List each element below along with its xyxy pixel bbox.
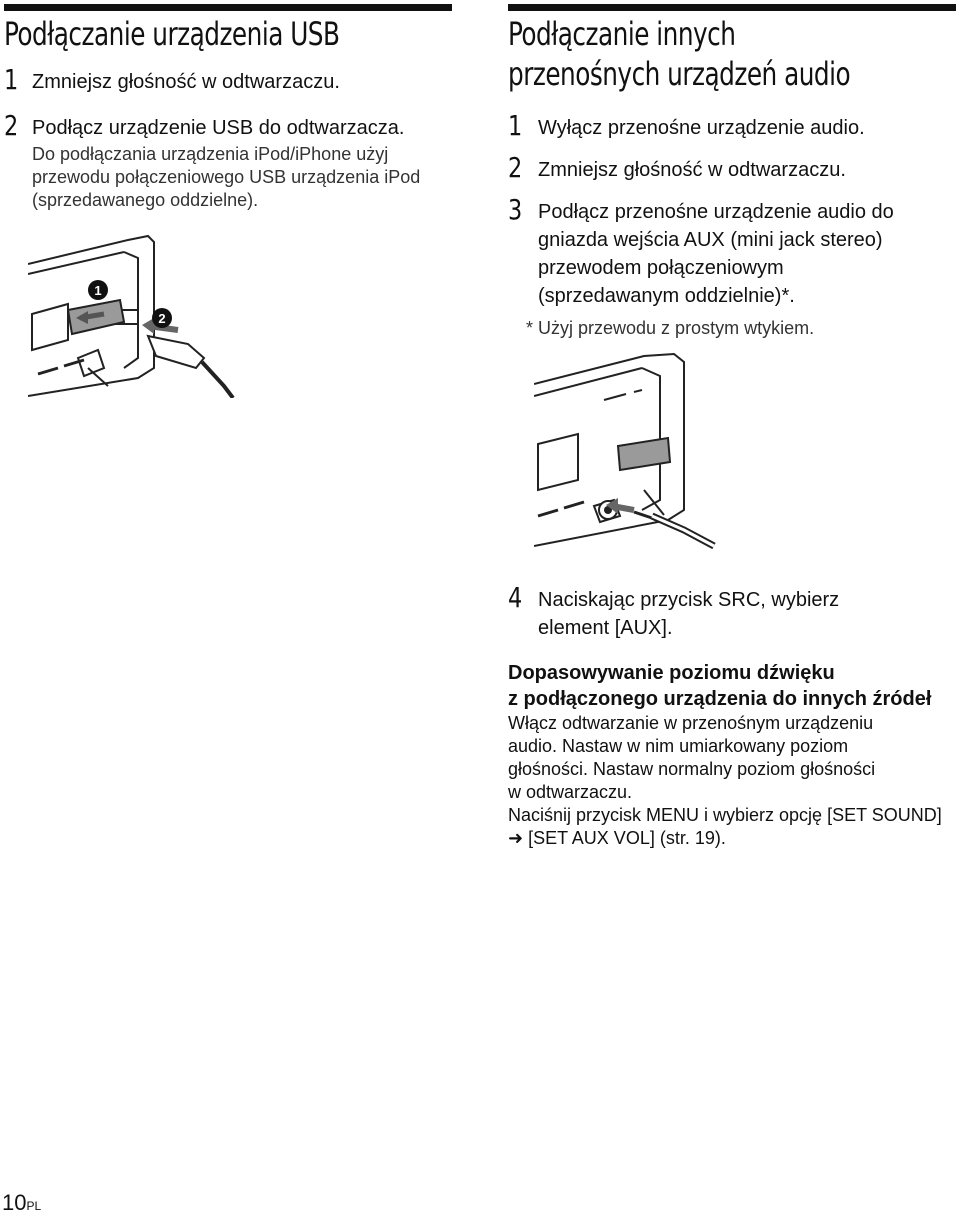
arrow-right-icon: ➜ [508,828,524,848]
right-top-rule [508,4,956,11]
body-line-4: w odtwarzaczu. [508,782,633,802]
step-number: 2 [508,151,523,184]
aux-connection-illustration [534,340,760,560]
arrow-head-icon [142,318,154,334]
step-text-line-2: element [AUX]. [538,617,673,639]
right-heading-line-2: przenośnych urządzeń audio [508,55,851,93]
step-number: 4 [508,581,523,614]
body-line-6 [508,827,726,850]
left-top-rule [4,4,452,11]
body-line-6-text: [SET AUX VOL] (str. 19). [528,828,726,848]
left-heading-wrap [4,14,394,54]
step-number: 3 [508,193,523,226]
left-heading: Podłączanie urządzenia USB [4,15,340,53]
usb-note-line-1: Do podłączania urządzenia iPod/iPhone użyj [32,144,389,164]
callout-2-label: 2 [158,311,166,326]
step-text-line-1: Podłącz przenośne urządzenie audio do [538,201,894,223]
step-number: 1 [508,109,523,142]
page-number-value: 10 [2,1190,27,1215]
step-text-line-3: przewodem połączeniowym [538,257,784,279]
step-number: 1 [4,63,19,96]
usb-connection-illustration [28,218,248,398]
right-step-1 [508,109,956,144]
usb-note-line-2: przewodu połączeniowego USB urządzenia iPod [32,167,421,187]
step-text: Zmniejsz głośność w odtwarzaczu. [32,71,340,93]
page-number-suffix: PL [26,1199,42,1213]
right-step-2 [508,151,956,186]
right-step-4 [508,581,956,642]
right-heading-line-1: Podłączanie innych [508,15,736,53]
step-text-line-4: (sprzedawanym oddzielnie)*. [538,285,795,307]
step-number: 2 [4,109,19,142]
step-text: Zmniejsz głośność w odtwarzaczu. [538,159,846,181]
panel-button-icon [618,438,670,470]
body-line-1: Włącz odtwarzanie w przenośnym urządzeniu [508,713,874,733]
right-step-3 [508,193,956,310]
usb-plug-icon [148,336,233,398]
left-step-1 [4,63,452,98]
step-text-line-2: gniazda wejścia AUX (mini jack stereo) [538,229,883,251]
footnote: * Użyj przewodu z prostym wtykiem. [526,318,815,338]
callout-1-label: 1 [94,283,102,298]
right-heading-wrap [508,14,906,94]
body-line-3: głośności. Nastaw normalny poziom głośności [508,759,876,779]
subhead-line-1: Dopasowywanie poziomu dźwięku [508,662,835,684]
page-number [2,1190,41,1219]
body-line-2: audio. Nastaw w nim umiarkowany poziom [508,736,849,756]
step-text-line-1: Naciskając przycisk SRC, wybierz [538,589,840,611]
step-text: Podłącz urządzenie USB do odtwarzacza. [32,117,405,139]
step-text: Wyłącz przenośne urządzenie audio. [538,117,865,139]
body-line-5: Naciśnij przycisk MENU i wybierz opcję [SET SOUND] [508,805,942,825]
subhead-line-2: z podłączonego urządzenia do innych źródeł [508,688,932,710]
usb-note-line-3: (sprzedawanego oddzielne). [32,190,259,210]
left-step-2 [4,109,452,144]
